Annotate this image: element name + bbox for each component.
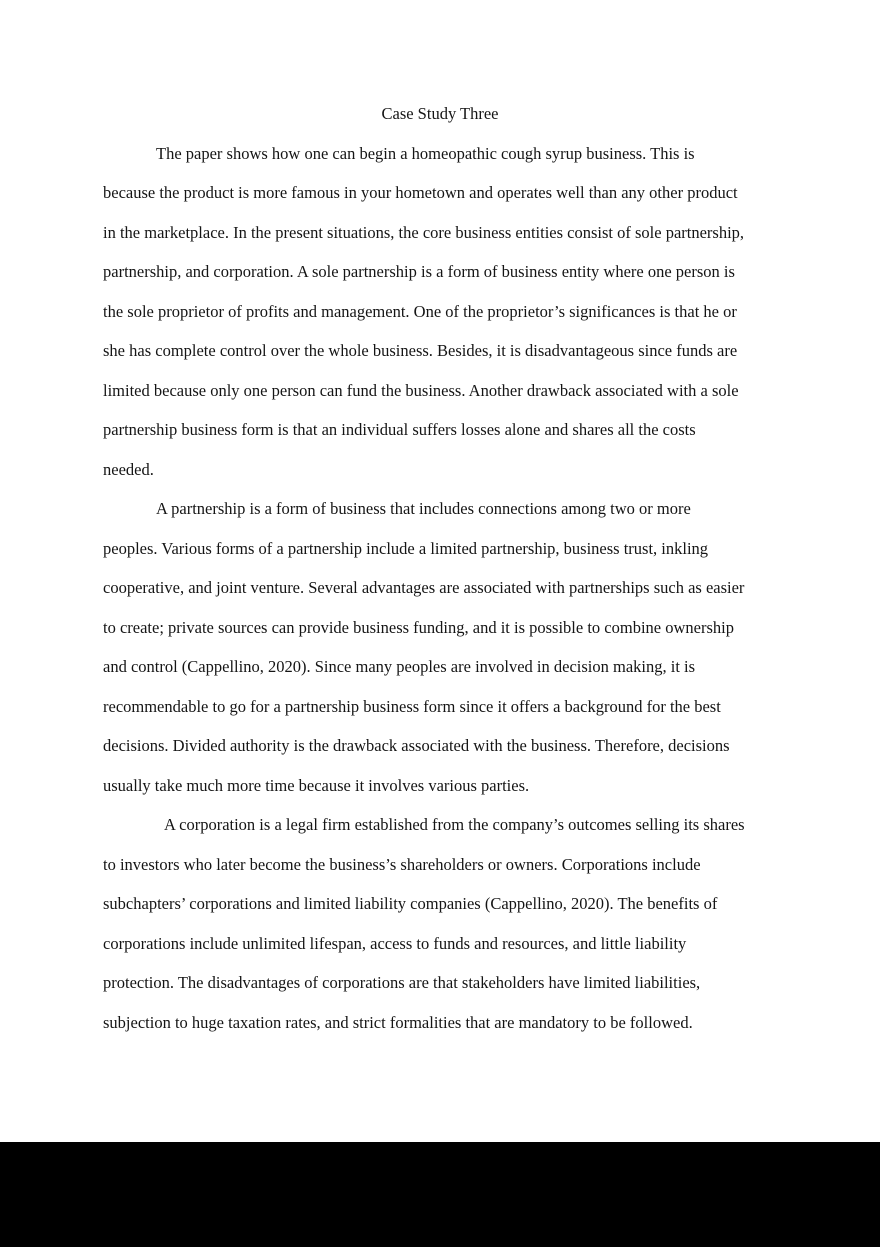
paragraph bbox=[103, 489, 777, 805]
text-line: corporations include unlimited lifespan, access to funds and resources, and little liability bbox=[103, 933, 687, 953]
text-line: in the marketplace. In the present situations, the core business entities consist of sole partnership, bbox=[103, 222, 745, 242]
text-line: needed. bbox=[103, 459, 154, 479]
text-line: A partnership is a form of business that includes connections among two or more bbox=[156, 499, 691, 518]
text-line: limited because only one person can fund the business. Another drawback associated with a sole bbox=[103, 380, 739, 400]
document-title: Case Study Three bbox=[381, 104, 499, 123]
text-line: decisions. Divided authority is the drawback associated with the business. Therefore, decisions bbox=[103, 736, 730, 755]
text-line: to investors who later become the business’s shareholders or owners. Corporations include bbox=[103, 854, 701, 874]
text-line: partnership business form is that an individual suffers losses alone and shares all the costs bbox=[103, 420, 696, 439]
text-line: cooperative, and joint venture. Several advantages are associated with partnerships such as easier bbox=[103, 578, 745, 597]
text-line: protection. The disadvantages of corporations are that stakeholders have limited liabilities, bbox=[103, 973, 701, 992]
text-line: she has complete control over the whole business. Besides, it is disadvantageous since funds are bbox=[103, 341, 738, 360]
text-line: recommendable to go for a partnership business form since it offers a background for the best bbox=[103, 696, 721, 716]
text-line: usually take much more time because it involves various parties. bbox=[103, 775, 530, 795]
text-line: because the product is more famous in your hometown and operates well than any other product bbox=[103, 183, 738, 202]
text-line: subjection to huge taxation rates, and strict formalities that are mandatory to be followed. bbox=[103, 1012, 693, 1032]
text-line: A corporation is a legal firm established from the company’s outcomes selling its shares bbox=[164, 815, 745, 834]
text-line: to create; private sources can provide business funding, and it is possible to combine ownership bbox=[103, 617, 734, 637]
bottom-letterbox bbox=[0, 1142, 880, 1247]
text-line: subchapters’ corporations and limited liability companies (Cappellino, 2020). The benefits of bbox=[103, 894, 718, 913]
text-line: the sole proprietor of profits and management. One of the proprietor’s significances is that he or bbox=[103, 301, 737, 321]
text-line: and control (Cappellino, 2020). Since many peoples are involved in decision making, it is bbox=[103, 657, 696, 676]
text-line: The paper shows how one can begin a homeopathic cough syrup business. This is bbox=[156, 143, 695, 163]
paragraph bbox=[103, 134, 777, 490]
text-line: partnership, and corporation. A sole partnership is a form of business entity where one person is bbox=[103, 262, 735, 281]
text-line: peoples. Various forms of a partnership include a limited partnership, business trust, inkling bbox=[103, 538, 709, 558]
paragraph bbox=[103, 805, 777, 1042]
document-body bbox=[103, 134, 777, 1043]
